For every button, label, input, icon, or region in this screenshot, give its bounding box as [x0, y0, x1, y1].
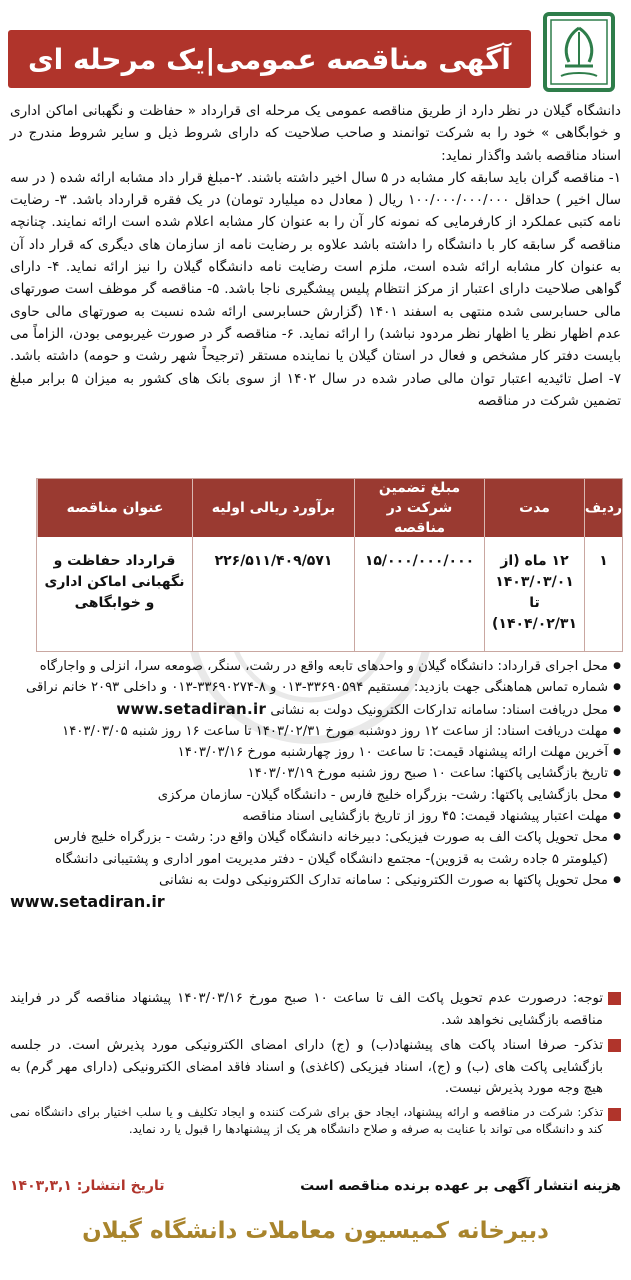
- header: [8, 8, 623, 100]
- list-item: ● تاریخ بازگشایی پاکتها: ساعت ۱۰ صبح روز شنبه مورخ ۱۴۰۳/۰۳/۱۹: [10, 763, 621, 784]
- bullet-square-icon: [608, 1039, 621, 1052]
- intro-text: [10, 100, 621, 412]
- note-item: [10, 1104, 621, 1138]
- list-item: ● محل تحویل پاکتها به صورت الکترونیکی : سامانه تدارک الکترونیکی دولت به نشانی: [10, 870, 621, 891]
- docs-location-label: محل دریافت اسناد: سامانه تدارکات الکترونیک دولت به نشانی: [266, 702, 608, 718]
- list-item: ● محل تحویل پاکت الف به صورت فیزیکی: دبیرخانه دانشگاه گیلان واقع در: رشت - بزرگراه خلیج فارس (کیلومتر ۵ جاده رشت به قزوین)- مجتمع دانشگاه گیلان - دفتر مدیریت امور اداری و پشتیبانی دانشگاه: [10, 827, 621, 870]
- note-item: [10, 1035, 621, 1100]
- bullet-square-icon: [608, 992, 621, 1005]
- list-item: [10, 699, 621, 721]
- page-title: آگهی مناقصه عمومی|یک مرحله ای: [28, 42, 511, 76]
- footer: [10, 1178, 621, 1208]
- setadiran-link[interactable]: www.setadiran.ir: [116, 699, 267, 718]
- notes: [10, 988, 621, 1142]
- table-row: [37, 537, 622, 651]
- header-row-number: ردیف: [584, 479, 622, 537]
- cell-row-number: ۱: [584, 537, 622, 651]
- cell-guarantee: ۱۵/۰۰۰/۰۰۰/۰۰۰: [354, 537, 484, 651]
- list-item: ● محل اجرای قرارداد: دانشگاه گیلان و واحدهای تابعه واقع در رشت، سنگر، صومعه سرا، انزلی و واجارگاه: [10, 656, 621, 677]
- university-emblem-icon: [539, 10, 619, 94]
- tender-table: [36, 478, 623, 652]
- university-logo: [539, 10, 619, 94]
- title-banner: [8, 30, 531, 88]
- list-item: ● شماره تماس هماهنگی جهت بازدید: مستقیم ۳۳۶۹۰۵۹۴-۰۱۳ و ۸-۳۳۶۹۰۲۷۴-۰۱۳ و داخلی ۲۰۹۳ خانم نراقی: [10, 677, 621, 698]
- header-estimate: برآورد ریالی اولیه: [192, 479, 354, 537]
- publication-cost: هزینه انتشار آگهی بر عهده برنده مناقصه است: [300, 1178, 621, 1194]
- list-item: ● محل بازگشایی پاکتها: رشت- بزرگراه خلیج فارس - دانشگاه گیلان- سازمان مرکزی: [10, 785, 621, 806]
- list-item: ● مهلت دریافت اسناد: از ساعت ۱۲ روز دوشنبه مورخ ۱۴۰۳/۰۲/۳۱ تا ساعت ۱۶ روز شنبه ۱۴۰۳/۰۳/۰۵: [10, 721, 621, 742]
- intro-paragraph: دانشگاه گیلان در نظر دارد از طریق مناقصه عمومی یک مرحله ای قرارداد « حفاظت و نگهبانی اماکن اداری و خوابگاهی » خود را به شرکت توانمند و صاحب صلاحیت که دارای شروط ذیل و سایر شروط مندرج در اسناد مناقصه باشد واگذار نماید:: [10, 103, 621, 164]
- cell-duration: ۱۲ ماه (از ۱۴۰۳/۰۳/۰۱ تا ۱۴۰۴/۰۲/۳۱): [484, 537, 584, 651]
- note-text: تذکر- صرفا اسناد پاکت های پیشنهاد(ب) و (ج) دارای امضای الکترونیکی مورد پذیرش است. در جلسه بازگشایی پاکت های (ب) و (ج)، اسناد فیزیکی (کاغذی) و اسناد فاقد امضای الکترونیکی (دارای مهر گرم) به هیچ وجه مورد پذیرش نیست.: [10, 1038, 603, 1096]
- header-guarantee: مبلغ تضمین شرکت در مناقصه: [354, 479, 484, 537]
- bullet-square-icon: [608, 1108, 621, 1121]
- setadiran-link-2[interactable]: www.setadiran.ir: [10, 892, 165, 912]
- table-header-row: [37, 479, 622, 537]
- list-item: ● آخرین مهلت ارائه پیشنهاد قیمت: تا ساعت ۱۰ روز چهارشنبه مورخ ۱۴۰۳/۰۳/۱۶: [10, 742, 621, 763]
- publication-date: تاریخ انتشار: ۱۴۰۳,۳,۱: [10, 1178, 165, 1194]
- cell-estimate: ۲۲۶/۵۱۱/۴۰۹/۵۷۱: [192, 537, 354, 651]
- header-title: عنوان مناقصه: [37, 479, 192, 537]
- cell-title: قرارداد حفاظت و نگهبانی اماکن اداری و خوابگاهی: [44, 553, 185, 611]
- secretariat-signature: دبیرخانه کمیسیون معاملات دانشگاه گیلان: [82, 1218, 549, 1244]
- note-text: تذکر: شرکت در مناقصه و ارائه پیشنهاد، ایجاد حق برای شرکت کننده و ایجاد تکلیف و یا سلب اختیار برای دانشگاه نمی کند و دانشگاه می تواند با عنایت به صرفه و صلاح دانشگاه هر یک از پیشنهادها را قبول یا رد نماید.: [10, 1104, 603, 1136]
- list-item: ● مهلت اعتبار پیشنهاد قیمت: ۴۵ روز از تاریخ بازگشایی اسناد مناقصه: [10, 806, 621, 827]
- conditions-paragraph: ۱- مناقصه گران باید سابقه کار مشابه در ۵ سال اخیر داشته باشند. ۲-مبلغ قرار داد مشابه ارائه شده ( در سه سال اخیر ) حداقل ۱۰۰/۰۰۰/۰۰۰/۰۰۰ ریال ( معادل ده میلیارد تومان) در یک فقره قرارداد باشد. ۳- رضایت نامه کتبی عملکرد از کارفرمایی که نمونه کار آن را به عنوان کار مشابه اعلام شده است ارائه نمایند. چنانچه مناقصه گر سابقه کار با دانشگاه را داشته باشد علاوه بر رضایت نامه از سازمان های دیگری که قرار داد آن به عنوان کار مشابه ارائه شده است، ملزم است رضایت نامه دانشگاه گیلان را نیز ارائه نماید. ۴- دارای گواهی صلاحیت دارای اعتبار از مرکز انتظام پلیس پیشگیری ناجا باشد. ۵- مناقصه گر موظف است صورتهای مالی حسابرسی شده منتهی به اسفند ۱۴۰۱ (گزارش حسابرسی ارائه شده نسبت به صورتهای مالی حاوی عدم اظهار نظر یا اظهار نظر مردود نباشد) را ارائه نماید. ۶- مناقصه گر در صورت غیربومی بودن، الزاماً می بایست دفتر کار مشخص و فعال در استان گیلان یا نماینده مستقر (ترجیحاً شهر رشت و حومه) داشته باشد. ۷- اصل تائیدیه اعتبار توان مالی صادر شده در سال ۱۴۰۲ از سوی بانک های کشور به میزان ۵ برابر مبلغ تضمین شرکت در مناقصه: [10, 169, 621, 409]
- header-duration: مدت: [484, 479, 584, 537]
- note-item: [10, 988, 621, 1031]
- details-list: [10, 656, 621, 913]
- note-text: توجه: درصورت عدم تحویل پاکت الف تا ساعت ۱۰ صبح مورخ ۱۴۰۳/۰۳/۱۶ پیشنهاد مناقصه گر در فرایند مناقصه بازگشایی نخواهد شد.: [10, 991, 603, 1028]
